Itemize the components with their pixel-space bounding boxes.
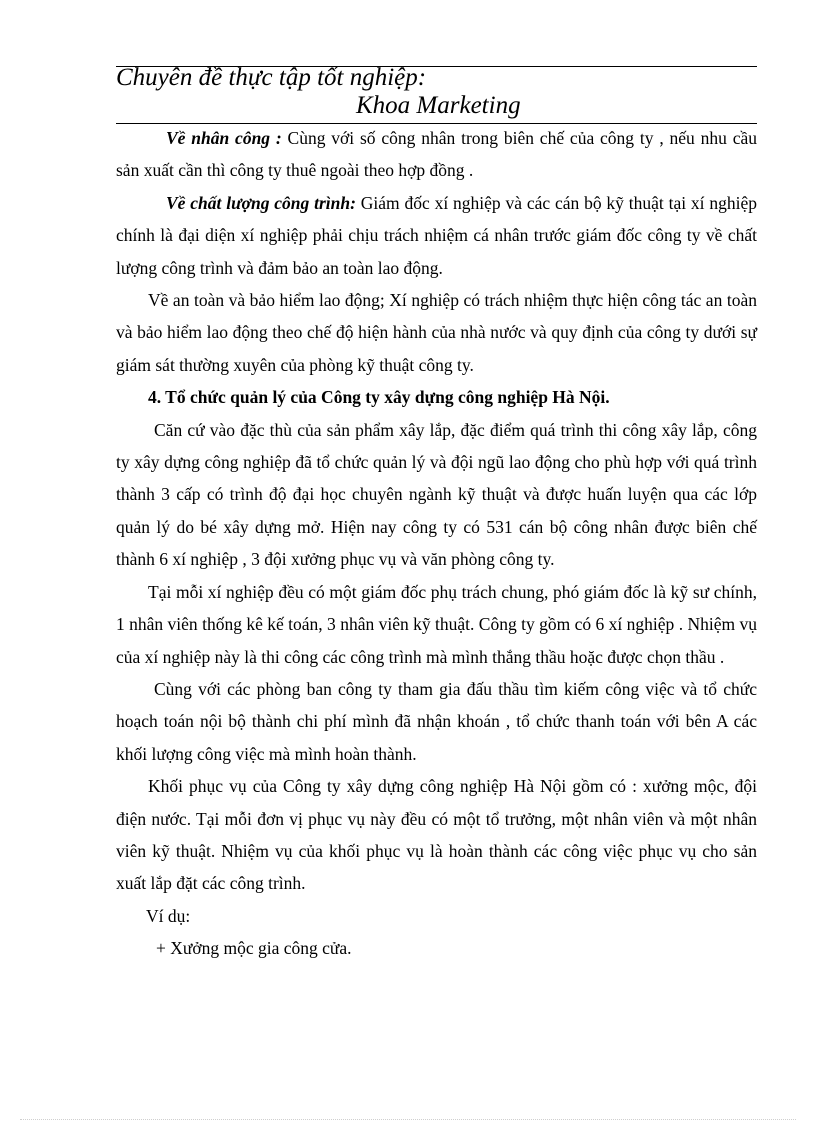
paragraph-lead: Về chất lượng công trình: xyxy=(166,192,356,213)
paragraph-lead: Về nhân công : xyxy=(166,128,282,148)
document-header-department: Khoa Marketing xyxy=(356,92,521,119)
paragraph-quality xyxy=(116,187,757,284)
section-paragraph: Tại mỗi xí nghiệp đều có một giám đốc phụ trách chung, phó giám đốc là kỹ sư chính, 1 nhân viên thống kê kế toán, 3 nhân viên kỹ thuật. Công ty gồm có 6 xí nghiệp . Nhiệm vụ của xí nghiệp này là thi công các công trình mà mình thắng thầu hoặc được chọn thầu . xyxy=(116,581,757,667)
example-label: Ví dụ: xyxy=(146,905,191,926)
document-body xyxy=(116,122,757,965)
section-paragraph: Căn cứ vào đặc thù của sản phẩm xây lắp, đặc điểm quá trình thi công xây lắp, công ty xây dựng công nghiệp đã tổ chức quản lý và đội ngũ lao động cho phù hợp với quá trình thành 3 cấp có trình độ đại học chuyên ngành kỹ thuật và được huấn luyện qua các lớp quản lý do bé xây dựng mở. Hiện nay công ty có 531 cán bộ công nhân được biên chế thành 6 xí nghiệp , 3 đội xưởng phục vụ và văn phòng công ty. xyxy=(116,419,757,570)
example-item: + Xưởng mộc gia công cửa. xyxy=(156,938,352,959)
paragraph-labor xyxy=(116,122,757,187)
paragraph-safety: Về an toàn và bảo hiểm lao động; Xí nghiệp có trách nhiệm thực hiện công tác an toàn và bảo hiểm lao động theo chế độ hiện hành của nhà nước và quy định của công ty dưới sự giám sát thường xuyên của phòng kỹ thuật công ty. xyxy=(116,290,757,375)
paragraph-text: Giám đốc xí nghiệp và các cán bộ kỹ thuật tại xí nghiệp chính là đại diện xí nghiệp phải chịu trách nhiệm cá nhân trước giám đốc công ty về chất lượng công trình và đảm bảo an toàn lao động. xyxy=(116,192,757,278)
section-paragraph: Cùng với các phòng ban công ty tham gia đấu thầu tìm kiếm công việc và tổ chức hoạch toán nội bộ thành chi phí mình đã nhận khoán , tổ chức thanh toán với bên A các khối lượng công việc mà mình hoàn thành. xyxy=(116,678,757,764)
page-bottom-border xyxy=(20,1119,796,1120)
section-heading: 4. Tổ chức quản lý của Công ty xây dựng công nghiệp Hà Nội. xyxy=(148,387,610,408)
section-paragraph: Khối phục vụ của Công ty xây dựng công nghiệp Hà Nội gồm có : xưởng mộc, đội điện nước. Tại mỗi đơn vị phục vụ này đều có một tổ trưởng, một nhân viên và một nhân viên kỹ thuật. Nhiệm vụ của khối phục vụ là hoàn thành các công việc phục vụ cho sản xuất lắp đặt các công trình. xyxy=(116,776,757,894)
document-header-title: Chuyên đề thực tập tốt nghiệp: xyxy=(116,64,427,91)
paragraph-text: Cùng với số công nhân trong biên chế của công ty , nếu nhu cầu sản xuất cần thì công ty thuê ngoài theo hợp đồng . xyxy=(116,128,757,181)
